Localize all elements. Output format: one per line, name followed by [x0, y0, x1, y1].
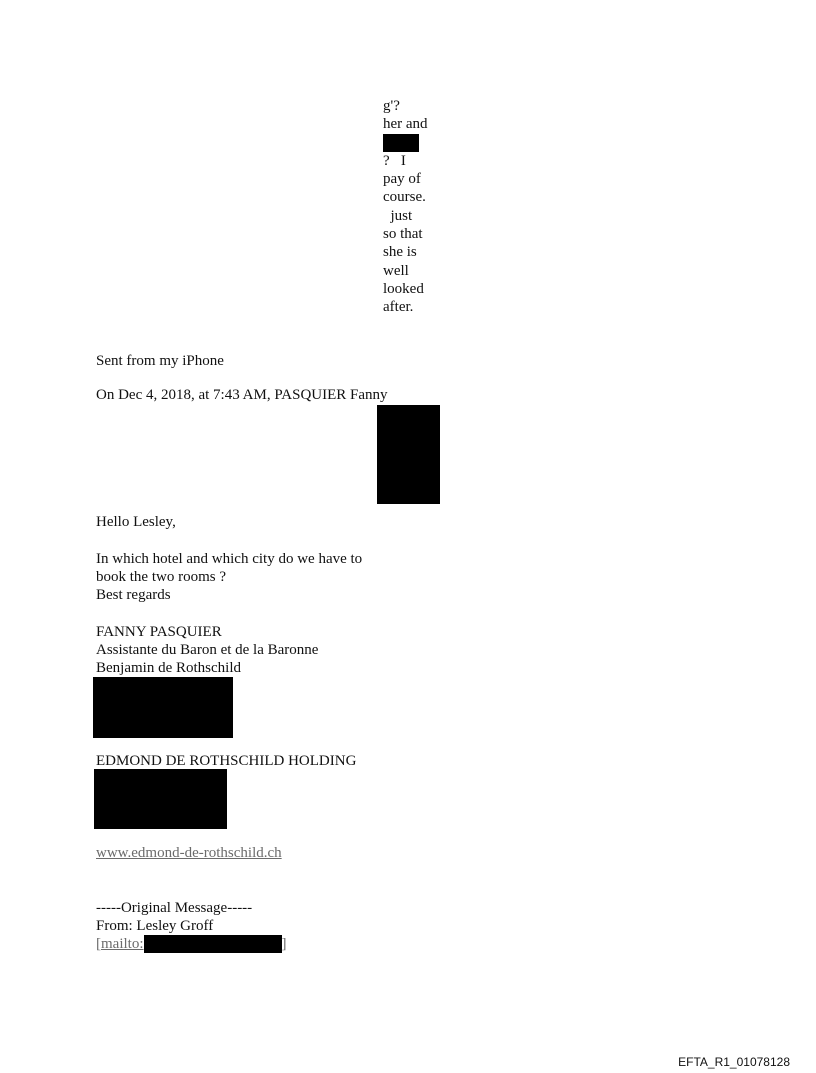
signature-company: EDMOND DE ROTHSCHILD HOLDING: [96, 753, 357, 769]
fragment-line: after.: [383, 299, 414, 316]
closing: Best regards: [96, 587, 171, 603]
reply-header: On Dec 4, 2018, at 7:43 AM, PASQUIER Fanny: [96, 387, 388, 403]
mailto-line: [96, 935, 287, 953]
body-line: book the two rooms ?: [96, 569, 226, 585]
greeting: Hello Lesley,: [96, 514, 176, 530]
original-message-separator: -----Original Message-----: [96, 900, 253, 916]
body-line: In which hotel and which city do we have to: [96, 551, 363, 567]
mailto-link[interactable]: mailto:: [101, 936, 144, 952]
original-from: From: Lesley Groff: [96, 918, 214, 934]
sent-from: Sent from my iPhone: [96, 353, 224, 369]
fragment-line: well: [383, 262, 409, 279]
fragment-column: [383, 97, 435, 317]
fragment-line: her and: [383, 116, 428, 133]
mailto-bracket-open: [: [96, 936, 101, 952]
fragment-line: g'?: [383, 98, 400, 114]
redaction-block: [93, 677, 233, 738]
fragment-line: so that: [383, 226, 423, 243]
document-id: EFTA_R1_01078128: [678, 1055, 790, 1069]
fragment-line: pay of: [383, 171, 421, 188]
redaction-block: [144, 935, 282, 953]
website-link[interactable]: [96, 844, 282, 862]
signature-title: Assistante du Baron et de la Baronne: [96, 642, 319, 658]
website-link-text[interactable]: www.edmond-de-rothschild.ch: [96, 845, 282, 861]
fragment-line: just: [383, 207, 413, 224]
mailto-bracket-close: ]: [281, 936, 287, 952]
fragment-line: course.: [383, 189, 426, 206]
fragment-line: looked: [383, 280, 424, 297]
redaction-block: [94, 769, 227, 829]
signature-name: FANNY PASQUIER: [96, 624, 222, 640]
signature-employer: Benjamin de Rothschild: [96, 660, 241, 676]
fragment-line-redacted: [383, 134, 435, 152]
redaction-block: [383, 134, 419, 152]
redaction-block: [377, 405, 440, 504]
fragment-line: ? I: [383, 152, 406, 169]
fragment-line: she is: [383, 244, 417, 261]
